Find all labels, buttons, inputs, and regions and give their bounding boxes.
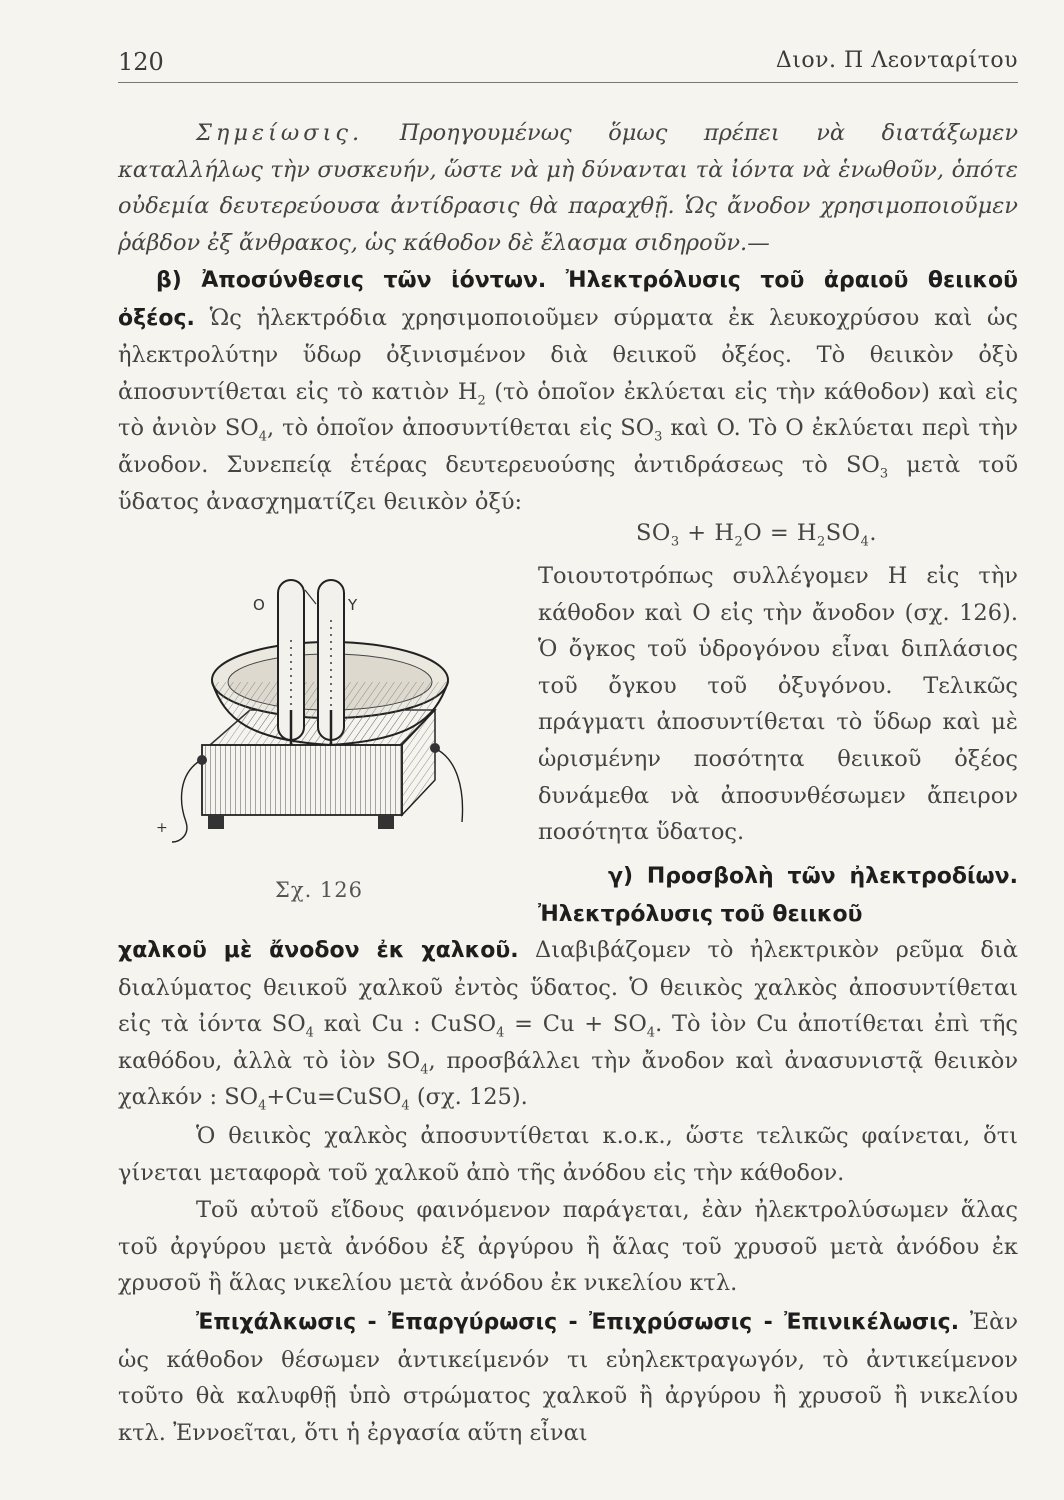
subscript: 4 — [646, 1025, 656, 1041]
section-beta-heading: β) Ἀποσύνθεσις τῶν ἰόντων. Ἠλεκτρόλυσις τοῦ ἀραιοῦ θειικοῦ ὀξέος. — [118, 268, 1018, 331]
section-gamma-text: = Cu + SO — [504, 1011, 647, 1038]
page-number: 120 — [118, 48, 164, 76]
plating-heading: Ἐπιχάλκωσις - Ἐπαργύρωσις - Ἐπιχρύσωσις - Ἐπινικέλωσις. — [196, 1310, 960, 1335]
section-gamma-text: +Cu=CuSO — [266, 1084, 402, 1111]
subscript: 3 — [654, 429, 663, 445]
section-gamma-text: (σχ. 125). — [409, 1084, 528, 1111]
subscript: 4 — [496, 1025, 505, 1041]
formula-part: O = H — [743, 520, 817, 546]
oxygen-label: O — [253, 596, 265, 614]
base-front — [202, 745, 402, 815]
section-beta-text: μετὰ τοῦ ὕδατος ἀνασχηματίζει θειικὸν ὀξύ: — [118, 451, 1018, 515]
plating-paragraph — [118, 1304, 1018, 1451]
subscript: 2 — [477, 393, 486, 409]
base-foot — [378, 815, 394, 829]
section-gamma-text: Διαβιβάζομεν τὸ ἠλεκτρικὸν ρεῦμα διὰ διαλύματος θειικοῦ χαλκοῦ ἐντὸς ὕδατος. Ὁ θειικὸς χαλκὸς ἀποσυντίθεται εἰς τὰ ἰόντα SO — [118, 937, 1018, 1038]
section-gamma-text: καὶ Cu : CuSO — [313, 1011, 497, 1038]
formula-part: SO — [636, 520, 671, 546]
base-foot — [208, 815, 224, 829]
figure-wrap-paragraph: Τοιουτοτρόπως συλλέγομεν H εἰς τὴν κάθοδον καὶ O εἰς τὴν ἄνοδον (σχ. 126). Ὁ ὄγκος τοῦ ὑδρογόνου εἶναι διπλάσιος τοῦ ὄγκου τοῦ ὀξυγόνου. Τελικῶς πράγματι ἀποσυντίθεται τὸ ὕδωρ καὶ μὲ ὡρισμένην ποσότητα θειικοῦ ὀξέος δυνάμεθα νὰ ἀποσυνθέσωμεν ἄπειρον ποσότητα ὕδατος. — [538, 563, 1018, 846]
wire — [172, 762, 198, 842]
subscript: 4 — [401, 1098, 410, 1114]
section-gamma-text: , προσβάλλει τὴν ἄνοδον καὶ ἀνασυνιστᾷ θειικὸν χαλκόν : SO — [118, 1047, 1018, 1111]
formula-part: + H — [679, 520, 735, 546]
section-beta-text: (τὸ ὁποῖον ἐκλύεται εἰς τὴν κάθοδον) καὶ εἰς τὸ ἀνιὸν SO — [118, 378, 1019, 442]
section-gamma-heading-first — [538, 858, 1018, 933]
subscript: 4 — [860, 534, 870, 550]
section-beta-paragraph — [118, 262, 1018, 520]
plating-text: Ἐὰν ὡς κάθοδον θέσωμεν ἀντικείμενόν τι εὐηλεκτραγωγόν, τὸ ἀντικείμενον τοῦτο θὰ καλυφθῇ ὑπὸ στρώματος χαλκοῦ ἢ ἀργύρου ἢ χρυσοῦ ἢ νικελίου κτλ. Ἐννοεῖται, ὅτι ἡ ἐργασία αὕτη εἶναι — [118, 1309, 1018, 1446]
reaction-formula — [636, 520, 878, 550]
formula-part: SO — [825, 520, 861, 546]
silver-gold-paragraph: Τοῦ αὐτοῦ εἴδους φαινόμενον παράγεται, ἐὰν ἠλεκτρολύσωμεν ἅλας τοῦ ἀργύρου μετὰ ἀνόδου ἐξ ἀργύρου ἢ ἅλας τοῦ χρυσοῦ μετὰ ἀνόδου ἐκ χρυσοῦ ἢ ἅλας νικελίου μετὰ ἀνόδου ἐκ νικελίου κτλ. — [118, 1197, 1018, 1297]
section-gamma-text: . Τὸ ἰὸν Cu ἀποτίθεται ἐπὶ τῆς καθόδου, ἀλλὰ τὸ ἰὸν SO — [118, 1011, 1018, 1074]
note-lead: Σημείωσις. — [196, 120, 364, 146]
subscript: 4 — [420, 1062, 429, 1078]
subscript: 4 — [305, 1025, 314, 1041]
subscript: 2 — [816, 534, 826, 550]
section-gamma-heading-cont: χαλκοῦ μὲ ἄνοδον ἐκ χαλκοῦ. — [118, 938, 519, 963]
wire — [438, 750, 463, 822]
section-beta-text: Ὡς ἠλεκτρόδια χρησιμοποιοῦμεν σύρματα ἐκ λευκοχρύσου καὶ ὡς ἠλεκτρολύτην ὕδωρ ὀξινισμένον διὰ θειικοῦ ὀξέος. Τὸ θειικὸν ὀξὺ ἀποσυντίθεται εἰς τὸ κατιὸν H — [118, 304, 1018, 405]
note-text: Προηγουμένως ὅμως πρέπει νὰ διατάξωμεν καταλλήλως τὴν συσκευήν, ὥστε νὰ μὴ δύνανται τὰ ἰόντα νὰ ἑνωθοῦν, ὁπότε οὐδεμία δευτερεύουσα ἀντίδρασις θὰ παραχθῇ. Ὡς ἄνοδον χρησιμοποιοῦμεν ῥάβδον ἐξ ἄνθρακος, ὡς κάθοδον δὲ ἔλασμα σιδηροῦν.— — [118, 120, 1018, 256]
apparatus-illustration — [150, 560, 480, 860]
section-beta-text: καὶ O. Τὸ O ἐκλύεται περὶ τὴν ἄνοδον. Συνεπείᾳ ἑτέρας δευτερευούσης ἀντιδράσεως τὸ SO — [118, 415, 1018, 478]
section-gamma-paragraph — [118, 932, 1018, 1116]
subscript: 2 — [734, 534, 744, 550]
running-head: Διον. Π Λεονταρίτου — [775, 48, 1018, 73]
subscript: 4 — [258, 1098, 267, 1114]
terminal — [197, 755, 207, 765]
note-paragraph — [118, 115, 1018, 261]
subscript: 3 — [670, 534, 680, 550]
formula-part: . — [869, 520, 878, 546]
page-header — [118, 42, 1018, 83]
hydrogen-label: Y — [348, 596, 358, 614]
subscript: 4 — [258, 429, 268, 445]
plus-sign: + — [156, 820, 168, 836]
section-beta-text: , τὸ ὁποῖον ἀποσυντίθεται εἰς SO — [267, 415, 655, 442]
figure-caption: Σχ. 126 — [275, 878, 364, 902]
terminal — [430, 743, 440, 753]
subscript: 3 — [879, 466, 889, 482]
electrolysis-apparatus-figure — [150, 560, 480, 860]
section-gamma-heading: γ) Προσβολὴ τῶν ἠλεκτροδίων. Ἠλεκτρόλυσις τοῦ θειικοῦ — [538, 864, 1018, 927]
copper-transfer-paragraph: Ὁ θειικὸς χαλκὸς ἀποσυντίθεται κ.ο.κ., ὥστε τελικῶς φαίνεται, ὅτι γίνεται μεταφορὰ τοῦ χαλκοῦ ἀπὸ τῆς ἀνόδου εἰς τὴν κάθοδον. — [118, 1123, 1018, 1186]
